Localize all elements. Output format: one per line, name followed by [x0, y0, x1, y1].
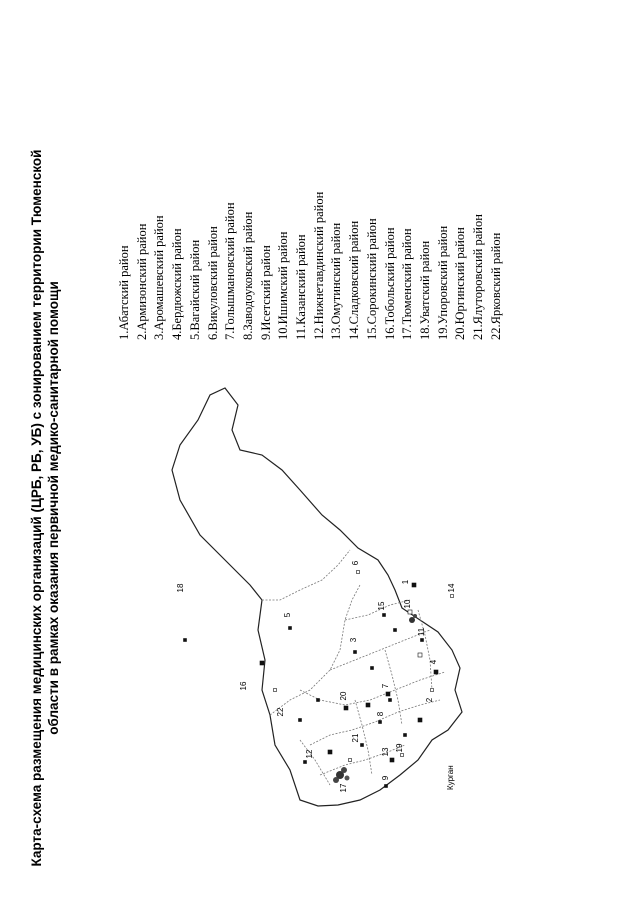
legend-item: 16.Тобольский район: [382, 227, 397, 340]
legend-item: 6.Викуловский район: [205, 226, 220, 340]
district-border: [262, 550, 350, 600]
settlement-marker: [451, 595, 454, 598]
settlement-marker: [389, 699, 392, 702]
legend-item: 3.Аромашевский район: [152, 215, 167, 340]
region-outline: [172, 388, 462, 806]
district-border: [418, 610, 432, 690]
district-number-18: 18: [176, 583, 185, 593]
district-number-21: 21: [351, 733, 360, 743]
district-number-13: 13: [381, 747, 390, 757]
settlement-marker: [418, 718, 422, 722]
district-number-2: 2: [425, 697, 434, 703]
district-number-16: 16: [239, 681, 248, 691]
settlement-marker: [421, 639, 424, 642]
district-number-10: 10: [403, 599, 412, 609]
district-border: [330, 630, 430, 670]
legend-item: 20.Юргинский район: [453, 227, 468, 340]
legend-item: 2.Армизонский район: [134, 223, 149, 340]
settlement-marker: [184, 639, 187, 642]
district-number-7: 7: [381, 683, 390, 689]
settlement-marker: [385, 785, 388, 788]
legend-item: 18.Уватский район: [417, 240, 432, 340]
district-labels: [176, 560, 456, 792]
district-number-17: 17: [339, 783, 348, 793]
district-border: [310, 700, 440, 745]
district-number-3: 3: [349, 637, 358, 643]
legend-item: 8.Заводоуковский район: [240, 211, 255, 340]
district-border: [300, 672, 445, 705]
settlement-marker: [317, 699, 320, 702]
legend-item: 13.Омутинский район: [329, 222, 344, 340]
district-number-22: 22: [276, 707, 285, 717]
district-number-8: 8: [376, 711, 385, 717]
settlement-marker: [274, 689, 277, 692]
district-number-15: 15: [377, 601, 386, 611]
settlement-marker: [412, 583, 416, 587]
legend-item: 12.Нижнетавдинский район: [311, 191, 326, 340]
legend-item: 9.Исетский район: [258, 245, 273, 340]
settlement-marker: [379, 721, 382, 724]
legend-item: 1.Абатский район: [117, 245, 131, 340]
corner-label: Курган: [446, 765, 455, 790]
legend-item: 22.Ярковский район: [488, 232, 503, 340]
district-number-9: 9: [381, 775, 390, 781]
settlement-marker: [404, 734, 407, 737]
settlement-marker: [394, 629, 397, 632]
settlement-marker: [349, 759, 352, 762]
settlement-marker: [344, 706, 348, 710]
settlement-marker: [418, 653, 422, 657]
settlement-marker: [289, 627, 292, 630]
legend-item: 15.Сорокинский район: [364, 218, 379, 340]
district-number-19: 19: [395, 743, 404, 753]
title-line-2: области в рамках оказания первичной медико-санитарной помощи: [46, 281, 61, 735]
title-line-1: Карта-схема размещения медицинских организаций (ЦРБ, РБ, УБ) с зонированием территории Тюменской: [29, 149, 44, 867]
legend-item: 5.Вагайский район: [187, 239, 202, 340]
district-number-12: 12: [305, 749, 314, 759]
settlement-marker: [366, 703, 370, 707]
settlement-marker: [408, 610, 412, 614]
settlement-marker: [260, 661, 264, 665]
district-number-14: 14: [447, 583, 456, 593]
settlement-marker: [431, 689, 434, 692]
settlement-marker: [390, 758, 394, 762]
district-number-4: 4: [429, 659, 438, 665]
district-number-6: 6: [351, 560, 360, 566]
settlement-marker: [383, 614, 386, 617]
settlement-marker: [371, 667, 374, 670]
settlement-marker: [401, 754, 404, 757]
district-number-5: 5: [283, 612, 292, 618]
settlement-marker: [361, 744, 364, 747]
settlement-marker: [304, 761, 307, 764]
district-number-20: 20: [339, 691, 348, 701]
legend-item: 10.Ишимский район: [276, 231, 291, 340]
settlement-marker: [328, 750, 332, 754]
settlement-marker: [386, 692, 390, 696]
legend-item: 17.Тюменский район: [400, 228, 415, 340]
legend-item: 4.Бердюжский район: [170, 228, 185, 340]
district-number-1: 1: [401, 579, 410, 585]
settlement-marker: [299, 719, 302, 722]
legend-item: 19.Упоровский район: [435, 225, 450, 340]
legend-item: 21.Ялуторовский район: [471, 214, 486, 340]
settlement-marker: [354, 651, 357, 654]
settlement-markers: [184, 571, 454, 788]
legend-item: 7.Голышмановский район: [223, 202, 238, 340]
city-cluster: [333, 767, 350, 783]
legend-item: 14.Сладковский район: [347, 220, 362, 340]
district-number-11: 11: [417, 627, 426, 637]
settlement-marker: [357, 571, 360, 574]
settlement-marker: [434, 670, 438, 674]
legend-item: 11.Казанский район: [294, 234, 309, 340]
